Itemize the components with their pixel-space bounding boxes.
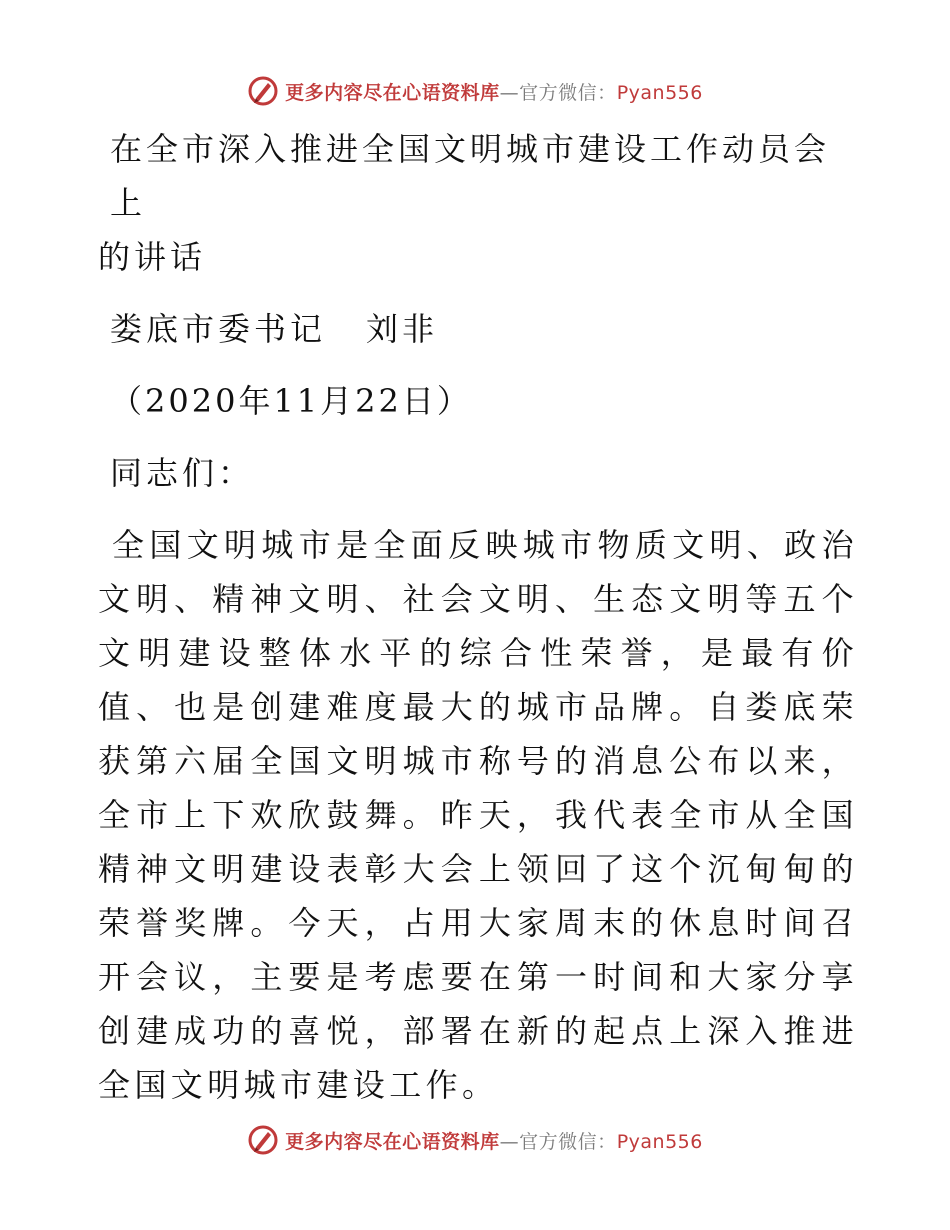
author-line: [110, 302, 858, 356]
pen-circle-logo-icon: [247, 1124, 279, 1156]
banner-text: [285, 78, 703, 105]
document-body: [98, 122, 858, 1112]
document-title-line-2: 的讲话: [98, 238, 207, 276]
banner-separator: —: [499, 81, 520, 104]
banner-brand: 更多内容尽在心语资料库: [285, 1130, 500, 1153]
header-banner: [0, 71, 950, 111]
banner-wechat-id: Pyan556: [616, 1130, 703, 1153]
banner-brand: 更多内容尽在心语资料库: [285, 81, 500, 104]
salutation: 同志们：: [110, 454, 255, 492]
footer-banner: [0, 1120, 950, 1160]
author-name: 刘非: [366, 310, 439, 348]
banner-wechat-label: 官方微信：: [519, 81, 617, 104]
speech-date: （2020年11月22日）: [110, 382, 472, 420]
pen-circle-logo-icon: [247, 75, 279, 107]
document-title-line-1: 在全市深入推进全国文明城市建设工作动员会上: [110, 130, 831, 222]
banner-text: [285, 1127, 703, 1154]
banner-separator: —: [499, 1130, 520, 1153]
banner-wechat-id: Pyan556: [616, 81, 703, 104]
body-paragraph: 全国文明城市是全面反映城市物质文明、政治文明、精神文明、社会文明、生态文明等五个文明建设整体水平的综合性荣誉，是最有价值、也是创建难度最大的城市品牌。自娄底荣获第六届全国文明城市称号的消息公布以来，全市上下欢欣鼓舞。昨天，我代表全市从全国精神文明建设表彰大会上领回了这个沉甸甸的荣誉奖牌。今天，占用大家周末的休息时间召开会议，主要是考虑要在第一时间和大家分享创建成功的喜悦，部署在新的起点上深入推进全国文明城市建设工作。: [98, 526, 858, 1104]
banner-wechat-label: 官方微信：: [519, 1130, 617, 1153]
author-role: 娄底市委书记: [110, 310, 327, 348]
